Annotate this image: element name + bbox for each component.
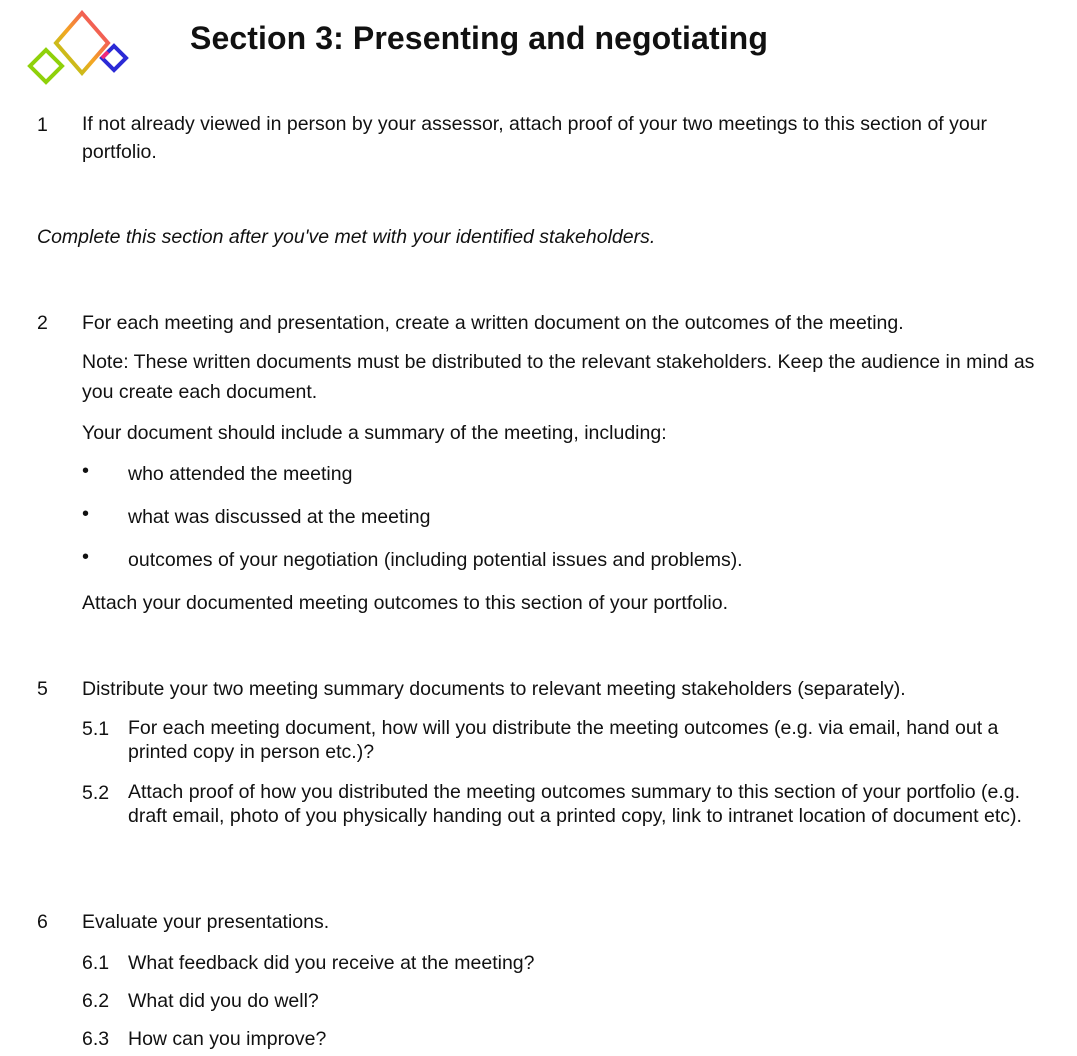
item-number: 2 — [37, 312, 48, 334]
sub-text: Attach proof of how you distributed the meeting outcomes summary to this section of your portfolio (e.g. draft email, photo of you physically handing out a printed copy, link to intranet location of document etc). — [128, 781, 1022, 827]
attach-text: Attach your documented meeting outcomes to this section of your portfolio. — [82, 592, 729, 614]
item-text: Evaluate your presentations. — [82, 911, 330, 933]
instruction-text: Complete this section after you've met with your identified stakeholders. — [37, 226, 656, 248]
sub-number: 5.2 — [82, 782, 110, 804]
sub-text: What feedback did you receive at the meeting? — [128, 952, 535, 974]
sub-text: For each meeting document, how will you distribute the meeting outcomes (e.g. via email, hand out a printed copy in person etc.)? — [128, 717, 999, 763]
item-text: For each meeting and presentation, create a written document on the outcomes of the meeting. — [82, 312, 904, 334]
list-item: outcomes of your negotiation (including potential issues and problems). — [128, 549, 743, 571]
item-text: Distribute your two meeting summary documents to relevant meeting stakeholders (separately). — [82, 678, 906, 700]
bullet-dot: • — [82, 546, 90, 568]
item-text: If not already viewed in person by your assessor, attach proof of your two meetings to this section of your portfolio. — [82, 113, 988, 163]
bullet-dot: • — [82, 460, 90, 482]
logo-icon — [26, 10, 132, 86]
summary-intro: Your document should include a summary of the meeting, including: — [82, 422, 667, 444]
sub-number: 6.2 — [82, 990, 110, 1012]
note-text: Note: These written documents must be distributed to the relevant stakeholders. Keep the audience in mind as you create each document. — [82, 351, 1035, 403]
item-number: 1 — [37, 114, 48, 136]
bullet-dot: • — [82, 503, 90, 525]
sub-number: 5.1 — [82, 718, 110, 740]
sub-text: How can you improve? — [128, 1028, 327, 1050]
list-item: what was discussed at the meeting — [128, 506, 431, 528]
item-number: 5 — [37, 678, 48, 700]
sub-number: 6.1 — [82, 952, 110, 974]
item-number: 6 — [37, 911, 48, 933]
list-item: who attended the meeting — [128, 463, 353, 485]
sub-text: What did you do well? — [128, 990, 319, 1012]
sub-number: 6.3 — [82, 1028, 110, 1050]
page-title: Section 3: Presenting and negotiating — [190, 20, 768, 56]
